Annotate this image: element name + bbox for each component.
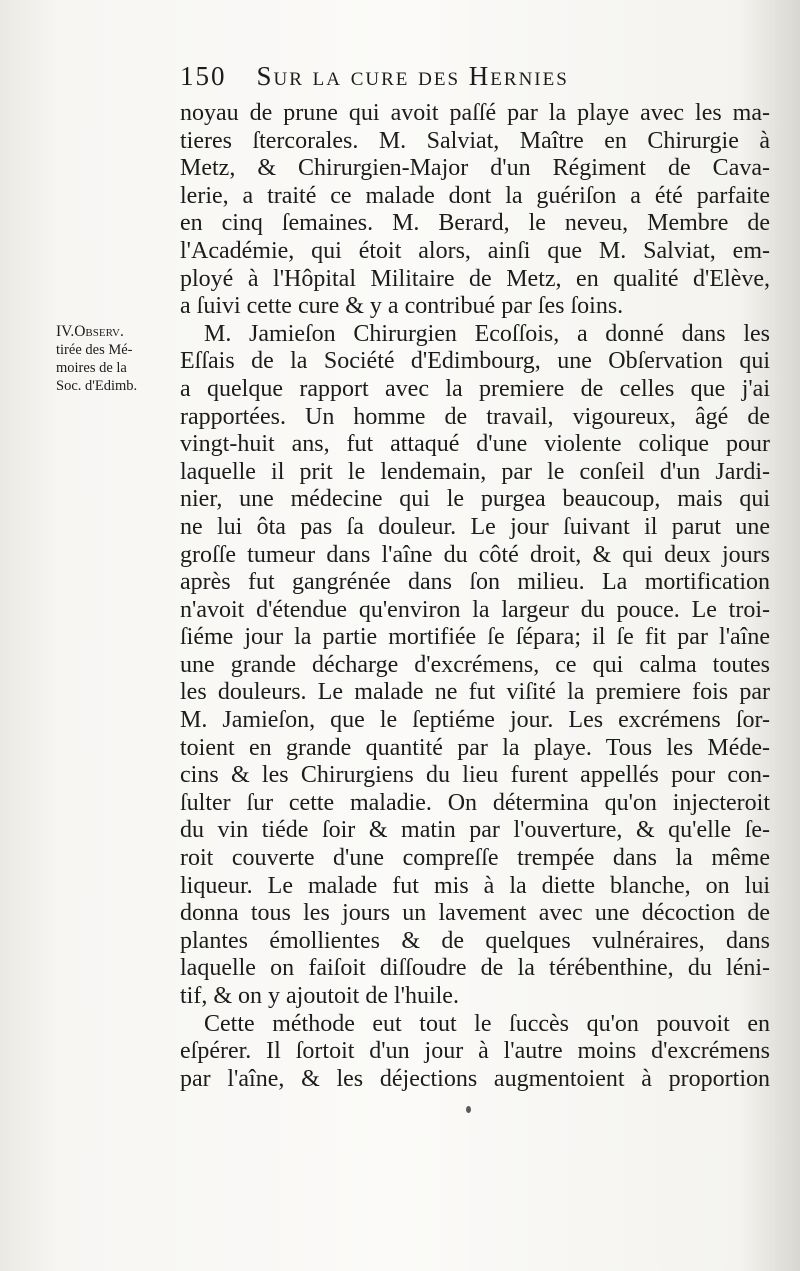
margin-note-line: IV.Observ.	[56, 323, 124, 340]
text-line: a ſuivi cette cure & y a contribué par ſes ſoins.	[180, 293, 624, 320]
text-line: laquelle il prit le lendemain, par le conſeil d'un Jardi-	[180, 458, 770, 485]
margin-note-line: Soc. d'Edimb.	[56, 378, 138, 394]
text-line: ſiéme jour la partie mortifiée ſe ſépara; il ſe fit par l'aîne	[180, 624, 770, 651]
text-line: donna tous les jours un lavement avec une décoction de	[180, 900, 770, 927]
text-line: nier, une médecine qui le purgea beaucoup, mais qui	[180, 486, 770, 513]
text-line: l'Académie, qui étoit alors, ainſi que M. Salviat, em-	[180, 237, 770, 264]
text-line: a quelque rapport avec la premiere de celles que j'ai	[180, 375, 770, 402]
text-line: Cette méthode eut tout le ſuccès qu'on pouvoit en	[204, 1010, 770, 1037]
margin-note-line: moires de la	[56, 360, 127, 376]
text-line: liqueur. Le malade fut mis à la diette blanche, on lui	[180, 872, 770, 899]
text-line: du vin tiéde ſoir & matin par l'ouverture, & qu'elle ſe-	[180, 817, 770, 844]
running-header	[180, 58, 780, 94]
text-line: par l'aîne, & les déjections augmentoient à proportion	[180, 1065, 770, 1092]
text-line: toient en grande quantité par la playe. Tous les Méde-	[180, 734, 770, 761]
running-title: Sur la cure des Hernies	[256, 61, 569, 91]
text-line: ne lui ôta pas ſa douleur. Le jour ſuivant il parut une	[180, 513, 770, 540]
text-line: groſſe tumeur dans l'aîne du côté droit, & qui deux jours	[180, 541, 770, 568]
text-line: ſulter ſur cette maladie. On détermina qu'on injecteroit	[180, 789, 770, 816]
text-line: en cinq ſemaines. M. Berard, le neveu, Membre de	[180, 210, 770, 237]
text-line: tieres ſtercorales. M. Salviat, Maître en Chirurgie à	[180, 127, 770, 154]
body-text	[180, 100, 770, 1093]
text-line: cins & les Chirurgiens du lieu furent appellés pour con-	[180, 762, 770, 789]
text-line: plantes émollientes & de quelques vulnéraires, dans	[180, 927, 770, 954]
text-line: M. Jamieſon Chirurgien Ecoſſois, a donné dans les	[204, 320, 770, 347]
text-line: eſpérer. Il ſortoit d'un jour à l'autre moins d'excrémens	[180, 1038, 770, 1065]
text-line: tif, & on y ajoutoit de l'huile.	[180, 983, 459, 1009]
ink-speck	[466, 1106, 471, 1113]
text-line: laquelle on faiſoit diſſoudre de la térébenthine, du léni-	[180, 955, 770, 982]
text-line: n'avoit d'étendue qu'environ la largeur du pouce. Le troi-	[180, 596, 770, 623]
margin-note-line: tirée des Mé-	[56, 342, 133, 358]
text-line: M. Jamieſon, que le ſeptiéme jour. Les excrémens ſor-	[180, 707, 770, 734]
text-line: une grande décharge d'excrémens, ce qui calma toutes	[180, 651, 770, 678]
text-line: les douleurs. Le malade ne fut viſité la premiere fois par	[180, 679, 770, 706]
text-line: rapportées. Un homme de travail, vigoureux, âgé de	[180, 403, 770, 430]
text-line: roit couverte d'une compreſſe trempée dans la même	[180, 845, 770, 872]
margin-note	[56, 323, 182, 395]
text-line: noyau de prune qui avoit paſſé par la playe avec les ma-	[180, 100, 770, 126]
text-line: lerie, a traité ce malade dont la guériſon a été parfaite	[180, 182, 770, 209]
text-line: Metz, & Chirurgien-Major d'un Régiment de Cava-	[180, 155, 770, 182]
text-line: vingt-huit ans, fut attaqué d'une violente colique pour	[180, 431, 770, 458]
text-line: après fut gangrénée dans ſon milieu. La mortification	[180, 569, 770, 596]
text-line: ployé à l'Hôpital Militaire de Metz, en qualité d'Elève,	[180, 265, 770, 292]
text-line: Eſſais de la Société d'Edimbourg, une Obſervation qui	[180, 348, 770, 375]
page-number: 150	[180, 61, 227, 91]
